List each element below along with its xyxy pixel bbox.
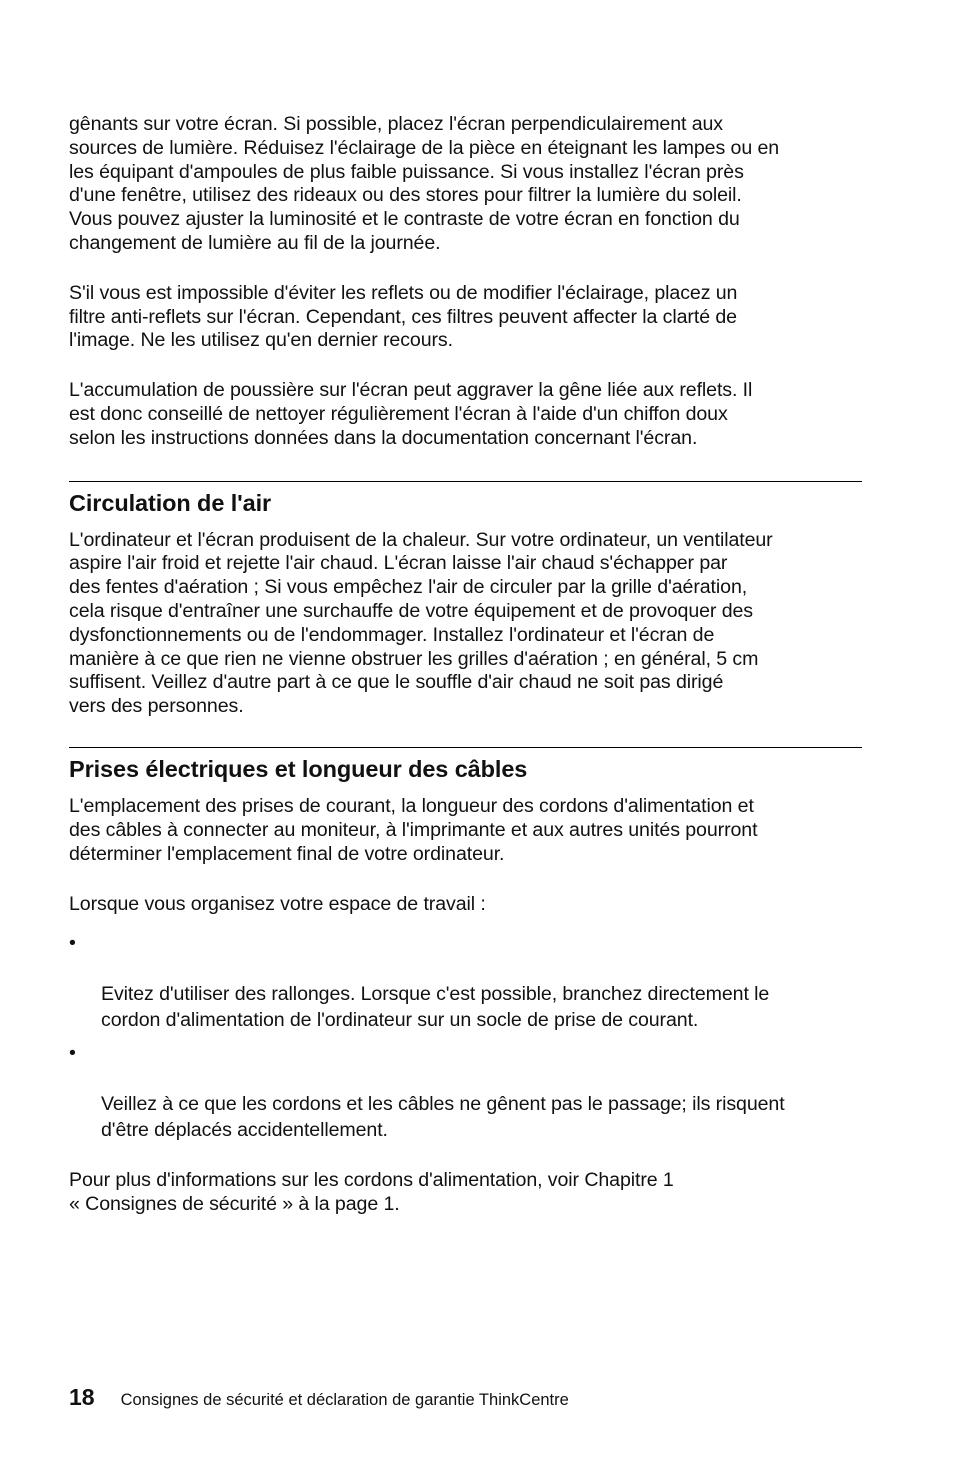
paragraph-more-info: Pour plus d'informations sur les cordons d'alimentation, voir Chapitre 1 « Consignes de sécurité » à la page 1.: [69, 1169, 674, 1215]
paragraph-anti-glare-filter: S'il vous est impossible d'éviter les reflets ou de modifier l'éclairage, placez un filtre anti-reflets sur l'écran. Cependant, ces filtres peuvent affecter la clarté de l'image. Ne les utilisez qu'en dernier recours.: [69, 281, 738, 352]
paragraph-air-circulation: L'ordinateur et l'écran produisent de la chaleur. Sur votre ordinateur, un ventilateur aspire l'air froid et rejette l'air chaud. L'écran laisse l'air chaud s'échapper par des fentes d'aération ; Si vous empêchez l'air de circuler par la grille d'aération, cela risque d'entraîner une surchauffe de votre équipement et de provoquer des dysfonctionnements ou de l'endommager. Installez l'ordinateur et l'écran de manière à ce que rien ne vienne obstruer les grilles d'aération ; en général, 5 cm suffisent. Veillez d'autre part à ce que le souffle d'air chaud ne soit pas dirigé vers des personnes.: [69, 528, 773, 718]
list-item-text: Veillez à ce que les cordons et les câbles ne gênent pas le passage; ils risquent d'être déplacés accidentellement.: [101, 1093, 785, 1141]
list-item: [69, 931, 864, 1033]
section-divider-air: [69, 481, 862, 482]
bullet-icon: •: [69, 932, 76, 955]
page-footer: [69, 1384, 569, 1411]
footer-document-title: Consignes de sécurité et déclaration de garantie ThinkCentre: [120, 1391, 569, 1409]
section-heading-air: Circulation de l'air: [69, 489, 272, 516]
bullet-icon: •: [69, 1042, 76, 1065]
paragraph-glare-placement: gênants sur votre écran. Si possible, placez l'écran perpendiculairement aux sources de lumière. Réduisez l'éclairage de la pièce en éteignant les lampes ou en les équipant d'ampoules de plus faible puissance. Si vous installez l'écran près d'une fenêtre, utilisez des rideaux ou des stores pour filtrer la lumière du soleil. Vous pouvez ajuster la luminosité et le contraste de votre écran en fonction du changement de lumière au fil de la journée.: [69, 113, 780, 254]
paragraph-dust-cleaning: L'accumulation de poussière sur l'écran peut aggraver la gêne liée aux reflets. Il est donc conseillé de nettoyer régulièrement l'écran à l'aide d'un chiffon doux selon les instructions données dans la documentation concernant l'écran.: [69, 379, 753, 449]
bullet-list: [69, 931, 864, 1143]
page-number: 18: [69, 1384, 95, 1410]
list-item-text: Evitez d'utiliser des rallonges. Lorsque c'est possible, branchez directement le cordon d'alimentation de l'ordinateur sur un socle de prise de courant.: [101, 983, 770, 1031]
page-content: [69, 113, 864, 1217]
paragraph-power-intro: L'emplacement des prises de courant, la longueur des cordons d'alimentation et des câbles à connecter au moniteur, à l'imprimante et aux autres unités pourront déterminer l'emplacement final de votre ordinateur.: [69, 794, 758, 865]
section-divider-power: [69, 747, 862, 748]
paragraph-workspace-lead: Lorsque vous organisez votre espace de travail :: [69, 893, 486, 916]
list-item: [69, 1041, 864, 1143]
section-heading-power: Prises électriques et longueur des câbles: [69, 755, 528, 782]
